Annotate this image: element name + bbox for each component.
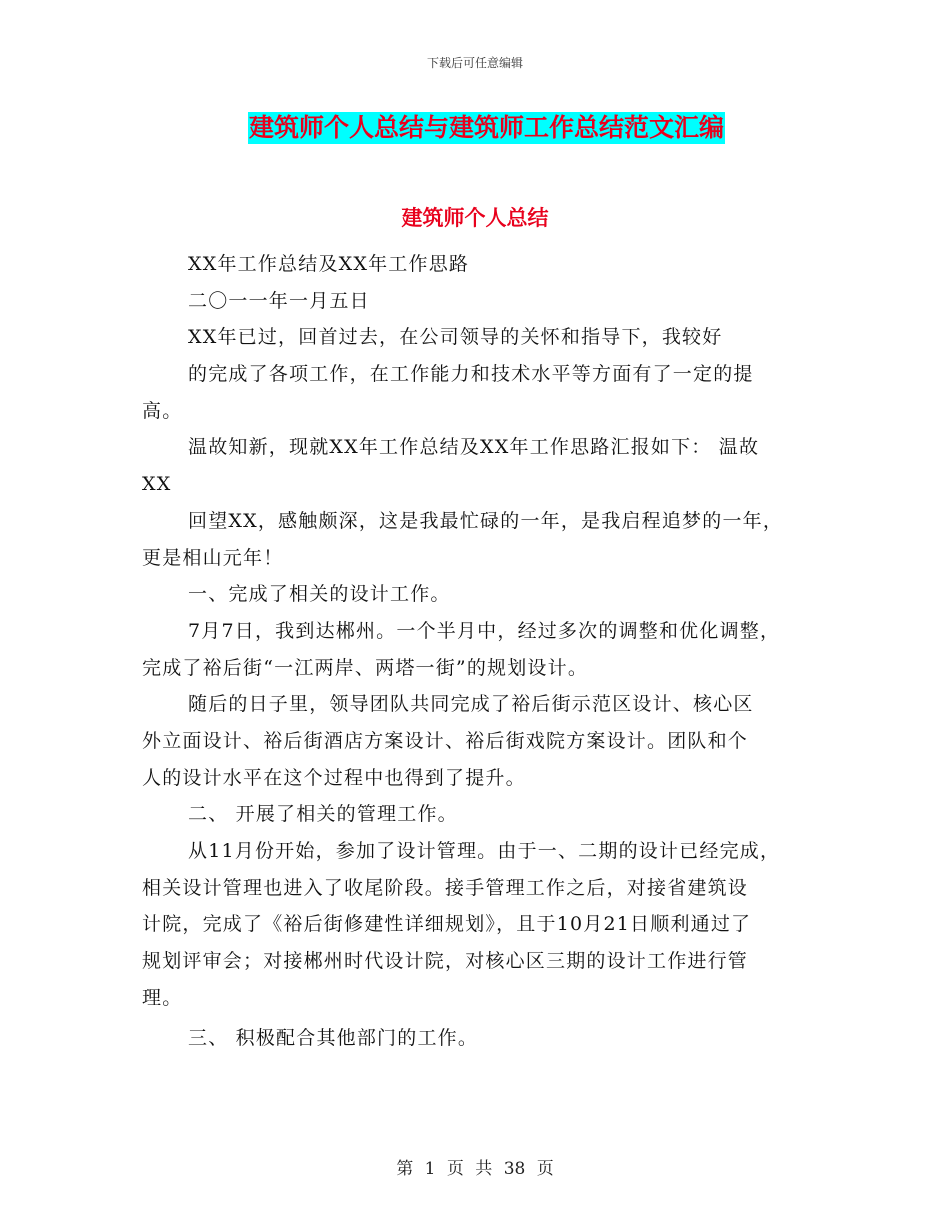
body-text [142,246,822,1060]
text-line: 温故知新，现就XX年工作总结及XX年工作思路汇报如下： 温故 [188,436,760,459]
text-line: XX年工作总结及XX年工作思路 [188,253,470,275]
text-line: 回望XX，感触颇深，这是我最忙碌的一年，是我启程追梦的一年， [188,509,784,532]
text-line: 规划评审会；对接郴州时代设计院，对核心区三期的设计工作进行管 [142,950,749,973]
text-line: 理。 [142,986,183,1009]
text-line: 一、完成了相关的设计工作。 [188,583,451,606]
section-title: 建筑师个人总结 [401,206,549,230]
text-line: 计院，完成了《裕后街修建性详细规划》，且于10月21日顺利通过了 [142,913,752,936]
text-line: XX年已过，回首过去，在公司领导的关怀和指导下，我较好 [188,326,723,349]
text-line: 随后的日子里，领导团队共同完成了裕后街示范区设计、核心区 [188,693,754,716]
text-line: 二〇一一年一月五日 [188,289,370,312]
text-line: XX [142,473,172,496]
header-note: 下载后可任意编辑 [426,56,523,70]
text-line: 人的设计水平在这个过程中也得到了提升。 [142,766,526,789]
text-line: 的完成了各项工作，在工作能力和技术水平等方面有了一定的提 [188,363,754,386]
main-title: 建筑师个人总结与建筑师工作总结范文汇编 [249,113,725,142]
text-line: 二、 开展了相关的管理工作。 [188,803,458,826]
text-line: 相关设计管理也进入了收尾阶段。接手管理工作之后，对接省建筑设 [142,876,749,899]
text-line: 高。 [142,399,183,422]
text-line: 三、 积极配合其他部门的工作。 [188,1027,479,1050]
text-line: 更是相山元年！ [142,546,284,569]
text-line: 完成了裕后街“一江两岸、两塔一街”的规划设计。 [142,656,589,679]
text-line: 外立面设计、裕后街酒店方案设计、裕后街戏院方案设计。团队和个 [142,729,749,752]
page-footer: 第 1 页 共 38 页 [396,1159,554,1179]
text-line: 从11月份开始，参加了设计管理。由于一、二期的设计已经完成， [188,840,781,862]
text-line: 7月7日，我到达郴州。一个半月中，经过多次的调整和优化调整， [188,619,781,642]
